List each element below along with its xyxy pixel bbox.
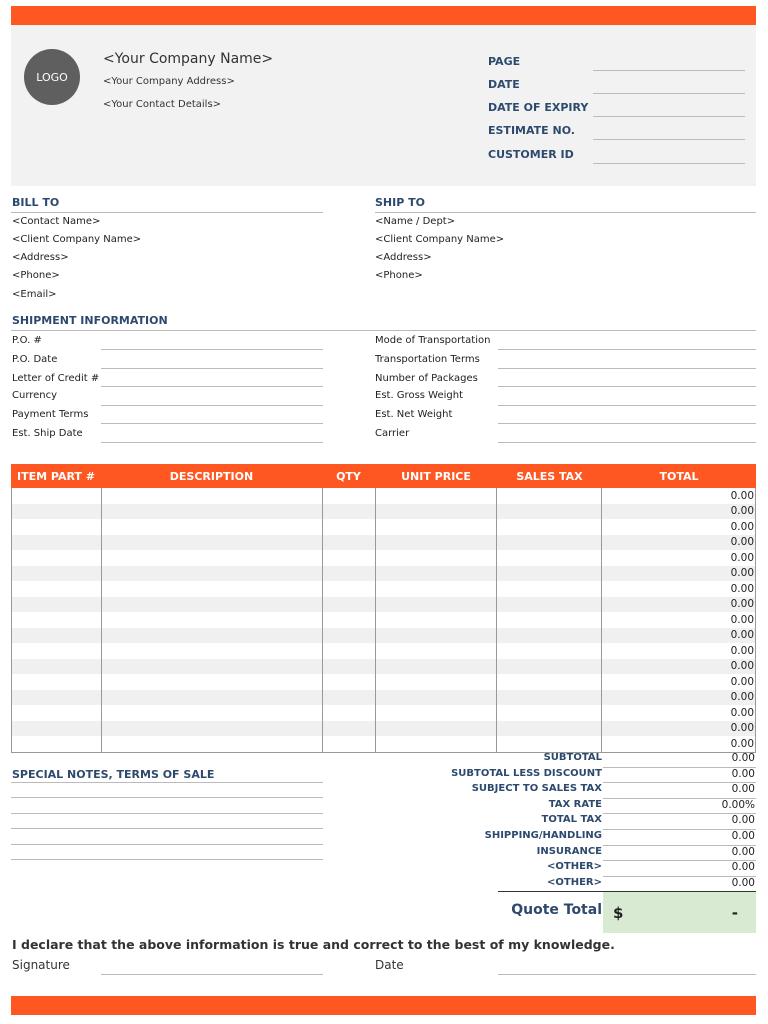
shipment-field-currency[interactable] [101, 405, 323, 406]
cell-qty[interactable] [323, 488, 376, 504]
cell-total: 0.00 [602, 721, 756, 737]
cell-description[interactable] [102, 674, 323, 690]
cell-sales-tax[interactable] [497, 597, 602, 613]
cell-unit-price[interactable] [376, 488, 498, 504]
bill-to-email[interactable]: <Email> [12, 289, 57, 300]
notes-line[interactable] [11, 828, 323, 829]
shipment-label-currency: Currency [12, 390, 58, 401]
cell-item-part[interactable] [12, 519, 102, 535]
table-row [12, 535, 756, 551]
cell-item-part[interactable] [12, 612, 102, 628]
summary-value: 0.00 [603, 861, 756, 877]
ship-to-company[interactable]: <Client Company Name> [375, 234, 505, 245]
cell-item-part[interactable] [12, 690, 102, 706]
cell-item-part[interactable] [12, 566, 102, 582]
bill-to-title: BILL TO [12, 196, 60, 209]
cell-sales-tax[interactable] [497, 488, 602, 504]
col-header-unit-price: UNIT PRICE [401, 469, 471, 483]
summary-label: SUBTOTAL [543, 752, 602, 763]
cell-sales-tax[interactable] [497, 519, 602, 535]
summary-label: <OTHER> [547, 861, 602, 873]
cell-qty[interactable] [323, 581, 376, 597]
table-row [12, 659, 756, 675]
col-header-qty: QTY [336, 469, 361, 483]
cell-qty[interactable] [323, 705, 376, 721]
top-accent-bar [11, 6, 756, 25]
cell-qty[interactable] [323, 535, 376, 551]
quote-total-value: - [731, 903, 738, 922]
shipment-label-net-weight: Est. Net Weight [375, 409, 453, 420]
shipment-field-payment-terms[interactable] [101, 423, 323, 424]
cell-unit-price[interactable] [376, 628, 498, 644]
shipment-label-po-date: P.O. Date [12, 354, 58, 365]
summary-value: 0.00 [603, 830, 756, 846]
cell-item-part[interactable] [12, 550, 102, 566]
table-row [12, 736, 756, 752]
cell-qty[interactable] [323, 721, 376, 737]
shipment-field-po-date[interactable] [101, 368, 323, 369]
table-row [12, 643, 756, 659]
quote-total-currency: $ [613, 903, 624, 922]
table-row [12, 581, 756, 597]
cell-qty[interactable] [323, 597, 376, 613]
shipment-label-carrier: Carrier [375, 428, 410, 439]
quote-total-divider [498, 891, 603, 892]
shipment-field-packages[interactable] [498, 386, 756, 387]
cell-description[interactable] [102, 736, 323, 752]
cell-total: 0.00 [602, 581, 756, 597]
company-header [11, 25, 756, 186]
cell-sales-tax[interactable] [497, 659, 602, 675]
cell-unit-price[interactable] [376, 535, 498, 551]
cell-description[interactable] [102, 581, 323, 597]
cell-description[interactable] [102, 488, 323, 504]
cell-sales-tax[interactable] [497, 566, 602, 582]
summary-label: SHIPPING/HANDLING [484, 830, 602, 841]
items-table-body [11, 488, 756, 753]
shipment-field-mode[interactable] [498, 349, 756, 350]
bill-to-address[interactable]: <Address> [12, 252, 69, 263]
summary-label: TAX RATE [548, 798, 602, 810]
signature-date-field[interactable] [498, 974, 756, 975]
company-address[interactable]: <Your Company Address> [103, 76, 235, 87]
cell-total: 0.00 [602, 550, 756, 566]
signature-field[interactable] [101, 974, 323, 975]
cell-unit-price[interactable] [376, 721, 498, 737]
col-header-item-part: ITEM PART # [17, 469, 95, 483]
summary-label: TOTAL TAX [541, 814, 602, 826]
cell-unit-price[interactable] [376, 705, 498, 721]
cell-total: 0.00 [602, 504, 756, 520]
cell-total: 0.00 [602, 612, 756, 628]
quote-total-box [603, 891, 756, 933]
cell-description[interactable] [102, 690, 323, 706]
cell-sales-tax[interactable] [497, 643, 602, 659]
cell-sales-tax[interactable] [497, 504, 602, 520]
shipment-label-gross-weight: Est. Gross Weight [375, 390, 464, 401]
summary-label: INSURANCE [536, 845, 602, 857]
signature-label: Signature [12, 958, 70, 972]
cell-description[interactable] [102, 659, 323, 675]
cell-unit-price[interactable] [376, 612, 498, 628]
cell-qty[interactable] [323, 519, 376, 535]
meta-field-customer-id[interactable] [593, 163, 745, 164]
ship-to-divider [375, 212, 756, 213]
shipment-label-transport-terms: Transportation Terms [375, 354, 480, 365]
summary-value: 0.00 [603, 768, 756, 784]
cell-qty[interactable] [323, 736, 376, 752]
cell-total: 0.00 [602, 488, 756, 504]
cell-item-part[interactable] [12, 488, 102, 504]
cell-total: 0.00 [602, 519, 756, 535]
notes-line[interactable] [11, 797, 323, 798]
bill-to-contact[interactable]: <Contact Name> [12, 216, 101, 227]
cell-total: 0.00 [602, 535, 756, 551]
cell-unit-price[interactable] [376, 519, 498, 535]
cell-sales-tax[interactable] [497, 550, 602, 566]
cell-unit-price[interactable] [376, 659, 498, 675]
shipment-field-transport-terms[interactable] [498, 368, 756, 369]
cell-item-part[interactable] [12, 643, 102, 659]
cell-qty[interactable] [323, 643, 376, 659]
shipment-field-letter-of-credit[interactable] [101, 386, 323, 387]
cell-total: 0.00 [602, 628, 756, 644]
cell-unit-price[interactable] [376, 690, 498, 706]
ship-to-name[interactable]: <Name / Dept> [375, 216, 456, 227]
meta-label-estimate-no: ESTIMATE NO. [488, 124, 575, 137]
ship-to-title: SHIP TO [375, 196, 425, 209]
summary-value: 0.00 [603, 877, 756, 893]
table-row [12, 566, 756, 582]
cell-total: 0.00 [602, 674, 756, 690]
cell-sales-tax[interactable] [497, 705, 602, 721]
cell-item-part[interactable] [12, 736, 102, 752]
summary-value: 0.00 [603, 846, 756, 862]
table-row [12, 628, 756, 644]
meta-label-page: PAGE [488, 55, 521, 68]
cell-sales-tax[interactable] [497, 690, 602, 706]
cell-sales-tax[interactable] [497, 674, 602, 690]
table-row [12, 721, 756, 737]
cell-unit-price[interactable] [376, 643, 498, 659]
cell-unit-price[interactable] [376, 566, 498, 582]
cell-qty[interactable] [323, 690, 376, 706]
table-row [12, 690, 756, 706]
table-row [12, 705, 756, 721]
meta-field-page[interactable] [593, 70, 745, 71]
cell-description[interactable] [102, 628, 323, 644]
summary-value: 0.00% [603, 799, 756, 815]
cell-unit-price[interactable] [376, 550, 498, 566]
notes-title: SPECIAL NOTES, TERMS OF SALE [12, 768, 215, 781]
items-table [11, 464, 756, 753]
cell-item-part[interactable] [12, 705, 102, 721]
shipment-label-ship-date: Est. Ship Date [12, 428, 83, 439]
cell-qty[interactable] [323, 628, 376, 644]
shipment-label-po: P.O. # [12, 335, 42, 346]
notes-line[interactable] [11, 813, 323, 814]
bill-to-phone[interactable]: <Phone> [12, 270, 60, 281]
summary-value: 0.00 [603, 752, 756, 768]
summary-label: SUBTOTAL LESS DISCOUNT [451, 767, 602, 779]
cell-item-part[interactable] [12, 674, 102, 690]
table-row [12, 550, 756, 566]
col-header-sales-tax: SALES TAX [516, 469, 583, 483]
cell-qty[interactable] [323, 612, 376, 628]
col-header-description: DESCRIPTION [169, 469, 254, 483]
summary-label: SUBJECT TO SALES TAX [471, 783, 602, 795]
cell-sales-tax[interactable] [497, 581, 602, 597]
meta-label-customer-id: CUSTOMER ID [488, 148, 574, 161]
table-row [12, 488, 756, 504]
table-row [12, 504, 756, 520]
notes-line[interactable] [11, 844, 323, 845]
meta-field-estimate-no[interactable] [593, 139, 745, 140]
cell-total: 0.00 [602, 690, 756, 706]
shipment-field-carrier[interactable] [498, 442, 756, 443]
cell-item-part[interactable] [12, 504, 102, 520]
cell-qty[interactable] [323, 504, 376, 520]
table-row [12, 674, 756, 690]
notes-line[interactable] [11, 859, 323, 860]
cell-item-part[interactable] [12, 597, 102, 613]
shipment-field-po[interactable] [101, 349, 323, 350]
table-row [12, 612, 756, 628]
cell-unit-price[interactable] [376, 504, 498, 520]
ship-to-phone[interactable]: <Phone> [375, 270, 423, 281]
cell-total: 0.00 [602, 566, 756, 582]
col-header-total: TOTAL [659, 469, 699, 483]
shipment-divider [11, 330, 756, 331]
meta-label-expiry: DATE OF EXPIRY [488, 101, 589, 114]
bill-to-company[interactable]: <Client Company Name> [12, 234, 142, 245]
cell-description[interactable] [102, 535, 323, 551]
summary-value: 0.00 [603, 814, 756, 830]
shipment-label-letter-of-credit: Letter of Credit # [12, 373, 100, 384]
cell-description[interactable] [102, 643, 323, 659]
cell-item-part[interactable] [12, 581, 102, 597]
cell-unit-price[interactable] [376, 581, 498, 597]
cell-description[interactable] [102, 705, 323, 721]
table-row [12, 519, 756, 535]
cell-qty[interactable] [323, 659, 376, 675]
cell-qty[interactable] [323, 566, 376, 582]
shipment-field-ship-date[interactable] [101, 442, 323, 443]
cell-description[interactable] [102, 597, 323, 613]
cell-description[interactable] [102, 566, 323, 582]
cell-description[interactable] [102, 550, 323, 566]
meta-label-date: DATE [488, 78, 520, 91]
items-table-header [11, 464, 756, 488]
cell-total: 0.00 [602, 597, 756, 613]
cell-item-part[interactable] [12, 628, 102, 644]
shipment-field-gross-weight[interactable] [498, 405, 756, 406]
cell-description[interactable] [102, 721, 323, 737]
cell-description[interactable] [102, 504, 323, 520]
cell-item-part[interactable] [12, 535, 102, 551]
bill-to-divider [11, 212, 323, 213]
summary-value: 0.00 [603, 783, 756, 799]
cell-description[interactable] [102, 612, 323, 628]
cell-total: 0.00 [602, 736, 756, 752]
meta-field-date[interactable] [593, 93, 745, 94]
cell-sales-tax[interactable] [497, 736, 602, 752]
table-row [12, 597, 756, 613]
cell-sales-tax[interactable] [497, 721, 602, 737]
cell-total: 0.00 [602, 643, 756, 659]
cell-sales-tax[interactable] [497, 535, 602, 551]
cell-qty[interactable] [323, 674, 376, 690]
cell-description[interactable] [102, 519, 323, 535]
shipment-label-packages: Number of Packages [375, 373, 478, 384]
cell-unit-price[interactable] [376, 597, 498, 613]
shipment-label-payment-terms: Payment Terms [12, 409, 89, 420]
date-label: Date [375, 958, 404, 972]
summary-label: <OTHER> [547, 876, 602, 888]
contact-details[interactable]: <Your Contact Details> [103, 99, 222, 110]
cell-sales-tax[interactable] [497, 612, 602, 628]
shipment-title: SHIPMENT INFORMATION [12, 314, 168, 327]
cell-unit-price[interactable] [376, 674, 498, 690]
logo: LOGO [24, 49, 80, 105]
quote-total-label: Quote Total [511, 902, 602, 918]
notes-line[interactable] [11, 782, 323, 783]
cell-total: 0.00 [602, 659, 756, 675]
shipment-label-mode: Mode of Transportation [375, 335, 491, 346]
ship-to-address[interactable]: <Address> [375, 252, 432, 263]
company-name[interactable]: <Your Company Name> [103, 51, 274, 67]
cell-item-part[interactable] [12, 721, 102, 737]
bottom-accent-bar [11, 996, 756, 1015]
declaration-text: I declare that the above information is true and correct to the best of my knowledge. [12, 937, 615, 952]
cell-sales-tax[interactable] [497, 628, 602, 644]
cell-total: 0.00 [602, 705, 756, 721]
cell-qty[interactable] [323, 550, 376, 566]
cell-unit-price[interactable] [376, 736, 498, 752]
cell-item-part[interactable] [12, 659, 102, 675]
meta-field-expiry[interactable] [593, 116, 745, 117]
shipment-field-net-weight[interactable] [498, 423, 756, 424]
